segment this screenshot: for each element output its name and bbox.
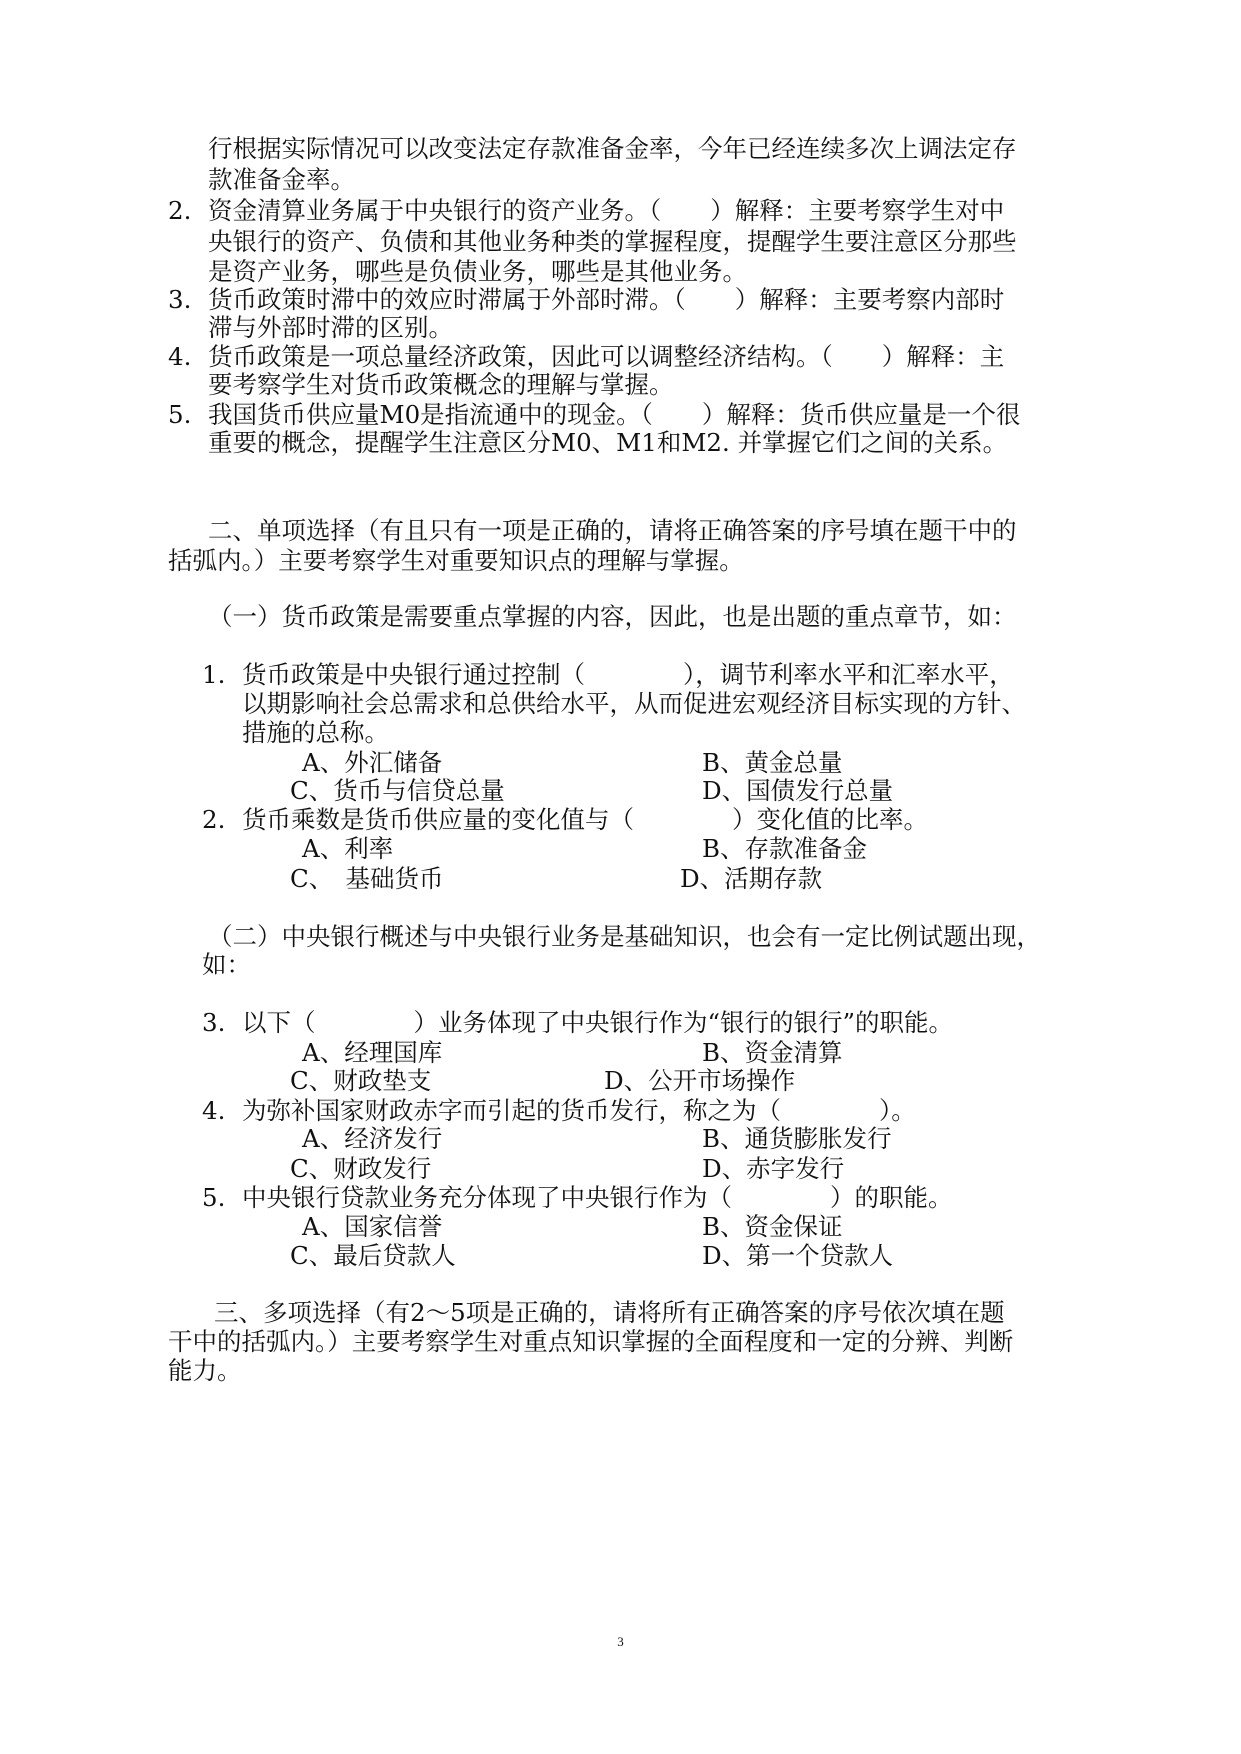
text-line: 干中的括弧内。）主要考察学生对重点知识掌握的全面程度和一定的分辨、判断 — [168, 1327, 1014, 1356]
option: D、赤字发行 — [702, 1154, 845, 1183]
text-line: 货币政策是中央银行通过控制（ ），调节利率水平和汇率水平， — [242, 660, 1014, 689]
option: C、财政发行 — [290, 1154, 432, 1183]
text-line: 央银行的资产、负债和其他业务种类的掌握程度，提醒学生要注意区分那些 — [208, 227, 1017, 256]
option: A、经济发行 — [302, 1124, 443, 1153]
item-number: 2. — [202, 805, 226, 834]
option: B、通货膨胀发行 — [702, 1124, 892, 1153]
text-line: 资金清算业务属于中央银行的资产业务。（ ）解释：主要考察学生对中 — [208, 196, 1005, 225]
page-number: 3 — [617, 1634, 624, 1649]
text-line: 行根据实际情况可以改变法定存款准备金率，今年已经连续多次上调法定存 — [208, 134, 1017, 163]
option: D、活期存款 — [680, 864, 823, 893]
text-line: 是资产业务，哪些是负债业务，哪些是其他业务。 — [208, 257, 747, 286]
text-line: 重要的概念，提醒学生注意区分M0、M1和M2. 并掌握它们之间的关系。 — [208, 428, 1008, 457]
text-line: 能力。 — [168, 1356, 242, 1385]
text-line: 为弥补国家财政赤字而引起的货币发行，称之为（ ）。 — [242, 1096, 916, 1125]
text-line: 中央银行贷款业务充分体现了中央银行作为（ ）的职能。 — [242, 1183, 953, 1212]
text-line: 滞与外部时滞的区别。 — [208, 313, 453, 342]
option: D、公开市场操作 — [604, 1066, 796, 1095]
option: A、国家信誉 — [302, 1212, 443, 1241]
option: D、国债发行总量 — [702, 776, 894, 805]
item-number: 3. — [202, 1008, 226, 1037]
text-line: 要考察学生对货币政策概念的理解与掌握。 — [208, 370, 674, 399]
text-line: 以期影响社会总需求和总供给水平，从而促进宏观经济目标实现的方针、 — [242, 689, 1026, 718]
text-line: 款准备金率。 — [208, 165, 355, 194]
subsection-heading: （二）中央银行概述与中央银行业务是基础知识，也会有一定比例试题出现， — [208, 922, 1041, 951]
text-line: 货币政策时滞中的效应时滞属于外部时滞。（ ）解释：主要考察内部时 — [208, 285, 1005, 314]
subsection-heading: （一）货币政策是需要重点掌握的内容，因此，也是出题的重点章节，如： — [208, 602, 1017, 631]
item-number: 2. — [168, 196, 192, 225]
item-number: 4. — [202, 1096, 226, 1125]
item-number: 4. — [168, 342, 192, 371]
text-line: 如： — [202, 950, 251, 979]
option: B、存款准备金 — [702, 834, 868, 863]
item-number: 1. — [202, 660, 226, 689]
text-line: 货币乘数是货币供应量的变化值与（ ）变化值的比率。 — [242, 805, 928, 834]
option: C、最后贷款人 — [290, 1241, 456, 1270]
text-line: 货币政策是一项总量经济政策，因此可以调整经济结构。（ ）解释：主 — [208, 342, 1005, 371]
item-number: 5. — [202, 1183, 226, 1212]
text-line: 以下（ ）业务体现了中央银行作为“银行的银行”的职能。 — [242, 1008, 954, 1037]
item-number: 5. — [168, 400, 192, 429]
option: C、货币与信贷总量 — [290, 776, 505, 805]
option: B、资金保证 — [702, 1212, 843, 1241]
option: A、外汇储备 — [302, 748, 443, 777]
option: C、财政垫支 — [290, 1066, 432, 1095]
text-line: 我国货币供应量M0是指流通中的现金。（ ）解释：货币供应量是一个很 — [208, 400, 1021, 429]
option: A、经理国库 — [302, 1038, 443, 1067]
option: A、利率 — [302, 834, 394, 863]
text-line: 措施的总称。 — [242, 718, 389, 747]
option: D、第一个贷款人 — [702, 1241, 894, 1270]
section-heading: 二、单项选择（有且只有一项是正确的，请将正确答案的序号填在题干中的 — [208, 516, 1017, 545]
text-line: 括弧内。）主要考察学生对重要知识点的理解与掌握。 — [168, 546, 744, 575]
option: C、 基础货币 — [290, 864, 444, 893]
section-heading: 三、多项选择（有2～5项是正确的，请将所有正确答案的序号依次填在题 — [214, 1298, 1005, 1327]
option: B、黄金总量 — [702, 748, 843, 777]
option: B、资金清算 — [702, 1038, 843, 1067]
item-number: 3. — [168, 285, 192, 314]
